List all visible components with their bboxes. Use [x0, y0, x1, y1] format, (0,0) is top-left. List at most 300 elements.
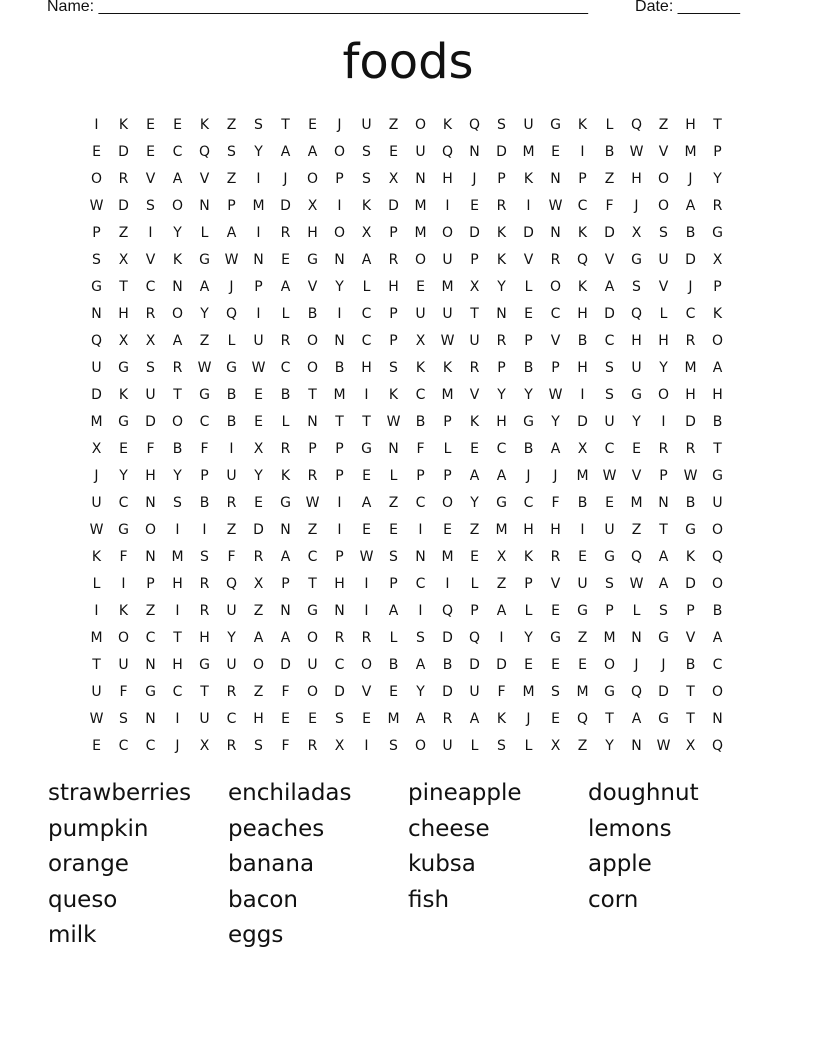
- grid-letter[interactable]: H: [631, 170, 642, 187]
- grid-letter[interactable]: R: [145, 305, 156, 322]
- grid-letter[interactable]: H: [118, 305, 129, 322]
- grid-letter[interactable]: C: [415, 494, 426, 511]
- grid-letter[interactable]: U: [631, 359, 642, 376]
- grid-letter[interactable]: A: [280, 278, 291, 295]
- grid-letter[interactable]: D: [334, 683, 345, 700]
- grid-letter[interactable]: I: [445, 197, 450, 214]
- grid-letter[interactable]: P: [470, 602, 479, 619]
- grid-letter[interactable]: N: [388, 440, 399, 457]
- grid-letter[interactable]: O: [171, 413, 184, 430]
- grid-letter[interactable]: W: [629, 575, 644, 592]
- grid-letter[interactable]: Q: [468, 116, 481, 133]
- grid-letter[interactable]: A: [361, 494, 372, 511]
- grid-letter[interactable]: R: [307, 737, 318, 754]
- grid-letter[interactable]: H: [577, 359, 588, 376]
- grid-letter[interactable]: F: [119, 548, 128, 565]
- grid-letter[interactable]: X: [199, 737, 210, 754]
- grid-letter[interactable]: G: [496, 494, 507, 511]
- grid-letter[interactable]: N: [199, 197, 210, 214]
- grid-letter[interactable]: Z: [577, 737, 588, 754]
- grid-letter[interactable]: U: [442, 305, 453, 322]
- grid-letter[interactable]: Y: [227, 629, 236, 646]
- grid-letter[interactable]: R: [685, 332, 696, 349]
- grid-letter[interactable]: G: [118, 521, 129, 538]
- grid-letter[interactable]: L: [281, 413, 290, 430]
- grid-letter[interactable]: C: [685, 305, 696, 322]
- grid-letter[interactable]: O: [549, 278, 562, 295]
- grid-letter[interactable]: V: [658, 143, 669, 160]
- grid-letter[interactable]: Y: [470, 494, 479, 511]
- grid-letter[interactable]: S: [200, 548, 209, 565]
- grid-letter[interactable]: T: [713, 116, 722, 133]
- grid-letter[interactable]: E: [524, 305, 533, 322]
- grid-letter[interactable]: V: [550, 575, 561, 592]
- grid-letter[interactable]: X: [415, 332, 426, 349]
- grid-letter[interactable]: P: [551, 359, 560, 376]
- grid-letter[interactable]: L: [227, 332, 236, 349]
- grid-letter[interactable]: Z: [577, 629, 588, 646]
- grid-letter[interactable]: Z: [604, 170, 615, 187]
- grid-letter[interactable]: S: [146, 359, 155, 376]
- grid-letter[interactable]: M: [414, 224, 427, 241]
- grid-letter[interactable]: K: [415, 359, 426, 376]
- grid-letter[interactable]: S: [173, 494, 182, 511]
- grid-letter[interactable]: K: [712, 305, 723, 322]
- grid-letter[interactable]: T: [173, 386, 182, 403]
- grid-letter[interactable]: E: [389, 683, 398, 700]
- grid-letter[interactable]: X: [712, 251, 723, 268]
- grid-letter[interactable]: O: [252, 656, 265, 673]
- grid-letter[interactable]: Q: [630, 683, 643, 700]
- grid-letter[interactable]: D: [118, 197, 129, 214]
- grid-letter[interactable]: M: [171, 548, 184, 565]
- grid-letter[interactable]: D: [469, 224, 480, 241]
- grid-letter[interactable]: K: [388, 386, 399, 403]
- grid-letter[interactable]: A: [469, 467, 480, 484]
- grid-letter[interactable]: C: [415, 386, 426, 403]
- grid-letter[interactable]: K: [280, 467, 291, 484]
- grid-letter[interactable]: S: [119, 710, 128, 727]
- grid-letter[interactable]: X: [550, 737, 561, 754]
- grid-letter[interactable]: D: [577, 413, 588, 430]
- grid-letter[interactable]: L: [524, 278, 533, 295]
- grid-letter[interactable]: K: [496, 251, 507, 268]
- grid-letter[interactable]: N: [253, 251, 264, 268]
- grid-letter[interactable]: R: [253, 548, 264, 565]
- grid-letter[interactable]: T: [335, 413, 344, 430]
- grid-letter[interactable]: Y: [497, 386, 506, 403]
- grid-letter[interactable]: M: [387, 710, 400, 727]
- grid-letter[interactable]: H: [199, 629, 210, 646]
- grid-letter[interactable]: B: [685, 224, 696, 241]
- grid-letter[interactable]: R: [172, 359, 183, 376]
- grid-letter[interactable]: E: [308, 116, 317, 133]
- grid-letter[interactable]: G: [631, 386, 642, 403]
- grid-letter[interactable]: N: [631, 629, 642, 646]
- grid-letter[interactable]: O: [414, 116, 427, 133]
- grid-letter[interactable]: D: [280, 197, 291, 214]
- grid-letter[interactable]: P: [389, 332, 398, 349]
- grid-letter[interactable]: F: [281, 737, 290, 754]
- grid-letter[interactable]: R: [307, 467, 318, 484]
- grid-letter[interactable]: J: [283, 170, 288, 187]
- grid-letter[interactable]: U: [361, 116, 372, 133]
- grid-letter[interactable]: O: [711, 683, 724, 700]
- grid-letter[interactable]: P: [92, 224, 101, 241]
- grid-letter[interactable]: H: [172, 575, 183, 592]
- grid-letter[interactable]: Z: [226, 116, 237, 133]
- grid-letter[interactable]: E: [362, 710, 371, 727]
- grid-letter[interactable]: S: [254, 737, 263, 754]
- grid-letter[interactable]: U: [469, 332, 480, 349]
- grid-letter[interactable]: P: [524, 575, 533, 592]
- grid-letter[interactable]: H: [685, 116, 696, 133]
- grid-letter[interactable]: S: [605, 386, 614, 403]
- grid-letter[interactable]: E: [524, 656, 533, 673]
- grid-letter[interactable]: L: [389, 629, 398, 646]
- grid-letter[interactable]: B: [226, 386, 237, 403]
- grid-letter[interactable]: Y: [713, 170, 722, 187]
- grid-letter[interactable]: C: [145, 737, 156, 754]
- grid-letter[interactable]: V: [631, 467, 642, 484]
- grid-letter[interactable]: Z: [226, 521, 237, 538]
- grid-letter[interactable]: X: [685, 737, 696, 754]
- grid-letter[interactable]: T: [470, 305, 479, 322]
- grid-letter[interactable]: X: [334, 737, 345, 754]
- grid-letter[interactable]: C: [145, 278, 156, 295]
- grid-letter[interactable]: E: [551, 143, 560, 160]
- grid-letter[interactable]: I: [499, 629, 504, 646]
- grid-letter[interactable]: F: [200, 440, 209, 457]
- grid-letter[interactable]: Z: [199, 332, 210, 349]
- grid-letter[interactable]: S: [362, 170, 371, 187]
- grid-letter[interactable]: V: [307, 278, 318, 295]
- grid-letter[interactable]: U: [145, 386, 156, 403]
- grid-letter[interactable]: U: [442, 251, 453, 268]
- grid-letter[interactable]: Y: [659, 359, 668, 376]
- grid-letter[interactable]: B: [442, 656, 453, 673]
- grid-letter[interactable]: R: [550, 548, 561, 565]
- grid-letter[interactable]: W: [629, 143, 644, 160]
- grid-letter[interactable]: K: [172, 251, 183, 268]
- grid-letter[interactable]: W: [548, 197, 563, 214]
- grid-letter[interactable]: Q: [441, 602, 454, 619]
- grid-letter[interactable]: R: [199, 602, 210, 619]
- grid-letter[interactable]: W: [89, 710, 104, 727]
- grid-letter[interactable]: R: [199, 575, 210, 592]
- grid-letter[interactable]: A: [226, 224, 237, 241]
- grid-letter[interactable]: L: [200, 224, 209, 241]
- grid-letter[interactable]: E: [389, 143, 398, 160]
- grid-letter[interactable]: S: [389, 548, 398, 565]
- grid-letter[interactable]: C: [496, 440, 507, 457]
- grid-letter[interactable]: L: [443, 440, 452, 457]
- grid-letter[interactable]: Q: [225, 575, 238, 592]
- grid-letter[interactable]: O: [171, 305, 184, 322]
- grid-letter[interactable]: K: [577, 224, 588, 241]
- grid-letter[interactable]: I: [580, 386, 585, 403]
- grid-letter[interactable]: O: [711, 521, 724, 538]
- grid-letter[interactable]: U: [469, 683, 480, 700]
- grid-letter[interactable]: Z: [118, 224, 129, 241]
- grid-letter[interactable]: C: [604, 440, 615, 457]
- grid-letter[interactable]: M: [522, 143, 535, 160]
- grid-letter[interactable]: Z: [253, 602, 264, 619]
- grid-letter[interactable]: O: [306, 629, 319, 646]
- grid-letter[interactable]: R: [118, 170, 129, 187]
- grid-letter[interactable]: E: [470, 548, 479, 565]
- grid-letter[interactable]: I: [418, 521, 423, 538]
- grid-letter[interactable]: C: [523, 494, 534, 511]
- grid-letter[interactable]: R: [334, 629, 345, 646]
- grid-letter[interactable]: L: [524, 737, 533, 754]
- grid-letter[interactable]: R: [280, 332, 291, 349]
- grid-letter[interactable]: R: [361, 629, 372, 646]
- grid-letter[interactable]: E: [92, 737, 101, 754]
- grid-letter[interactable]: K: [91, 548, 102, 565]
- grid-letter[interactable]: A: [172, 170, 183, 187]
- grid-letter[interactable]: C: [577, 197, 588, 214]
- grid-letter[interactable]: W: [89, 197, 104, 214]
- grid-letter[interactable]: H: [712, 386, 723, 403]
- grid-letter[interactable]: N: [469, 143, 480, 160]
- grid-letter[interactable]: H: [361, 359, 372, 376]
- grid-letter[interactable]: V: [658, 278, 669, 295]
- grid-letter[interactable]: Z: [253, 683, 264, 700]
- grid-letter[interactable]: N: [145, 656, 156, 673]
- grid-letter[interactable]: R: [226, 683, 237, 700]
- name-field-label[interactable]: Name: _______________________________________________________: [47, 0, 588, 15]
- grid-letter[interactable]: C: [361, 305, 372, 322]
- grid-letter[interactable]: I: [364, 575, 369, 592]
- grid-letter[interactable]: C: [118, 494, 129, 511]
- grid-letter[interactable]: K: [199, 116, 210, 133]
- grid-letter[interactable]: J: [688, 278, 693, 295]
- grid-letter[interactable]: S: [497, 737, 506, 754]
- grid-letter[interactable]: M: [441, 278, 454, 295]
- grid-letter[interactable]: P: [578, 170, 587, 187]
- grid-letter[interactable]: B: [199, 494, 210, 511]
- grid-letter[interactable]: H: [307, 224, 318, 241]
- grid-letter[interactable]: B: [712, 602, 723, 619]
- grid-letter[interactable]: F: [227, 548, 236, 565]
- grid-letter[interactable]: M: [522, 683, 535, 700]
- grid-letter[interactable]: T: [713, 440, 722, 457]
- grid-letter[interactable]: N: [334, 251, 345, 268]
- grid-letter[interactable]: P: [227, 197, 236, 214]
- grid-letter[interactable]: I: [337, 494, 342, 511]
- grid-letter[interactable]: R: [685, 440, 696, 457]
- grid-letter[interactable]: Q: [576, 710, 589, 727]
- grid-letter[interactable]: T: [173, 629, 182, 646]
- grid-letter[interactable]: K: [685, 548, 696, 565]
- grid-letter[interactable]: S: [659, 224, 668, 241]
- grid-letter[interactable]: Z: [469, 521, 480, 538]
- grid-letter[interactable]: P: [308, 440, 317, 457]
- grid-letter[interactable]: A: [415, 656, 426, 673]
- grid-letter[interactable]: J: [337, 116, 342, 133]
- grid-letter[interactable]: M: [576, 467, 589, 484]
- grid-letter[interactable]: K: [577, 116, 588, 133]
- grid-letter[interactable]: Q: [198, 143, 211, 160]
- grid-letter[interactable]: H: [550, 521, 561, 538]
- grid-letter[interactable]: P: [200, 467, 209, 484]
- grid-letter[interactable]: H: [253, 710, 264, 727]
- grid-letter[interactable]: M: [684, 359, 697, 376]
- grid-letter[interactable]: Z: [388, 116, 399, 133]
- grid-letter[interactable]: G: [604, 548, 615, 565]
- grid-letter[interactable]: R: [280, 440, 291, 457]
- grid-letter[interactable]: E: [605, 494, 614, 511]
- grid-letter[interactable]: X: [307, 197, 318, 214]
- grid-letter[interactable]: H: [631, 332, 642, 349]
- grid-letter[interactable]: N: [712, 710, 723, 727]
- grid-letter[interactable]: O: [171, 197, 184, 214]
- grid-letter[interactable]: Y: [524, 386, 533, 403]
- grid-letter[interactable]: Q: [576, 251, 589, 268]
- grid-letter[interactable]: B: [334, 359, 345, 376]
- grid-letter[interactable]: W: [602, 467, 617, 484]
- grid-letter[interactable]: X: [253, 440, 264, 457]
- grid-letter[interactable]: S: [362, 143, 371, 160]
- grid-letter[interactable]: I: [580, 521, 585, 538]
- grid-letter[interactable]: L: [470, 575, 479, 592]
- grid-letter[interactable]: J: [634, 656, 639, 673]
- grid-letter[interactable]: P: [686, 602, 695, 619]
- grid-letter[interactable]: O: [144, 521, 157, 538]
- grid-letter[interactable]: N: [145, 710, 156, 727]
- grid-letter[interactable]: O: [657, 197, 670, 214]
- grid-letter[interactable]: J: [526, 467, 531, 484]
- grid-letter[interactable]: C: [145, 629, 156, 646]
- grid-letter[interactable]: R: [442, 710, 453, 727]
- grid-letter[interactable]: Q: [711, 548, 724, 565]
- grid-letter[interactable]: A: [199, 278, 210, 295]
- grid-letter[interactable]: E: [146, 143, 155, 160]
- grid-letter[interactable]: K: [496, 710, 507, 727]
- grid-letter[interactable]: B: [172, 440, 183, 457]
- grid-letter[interactable]: W: [359, 548, 374, 565]
- grid-letter[interactable]: B: [604, 143, 615, 160]
- grid-letter[interactable]: S: [551, 683, 560, 700]
- grid-letter[interactable]: P: [335, 467, 344, 484]
- grid-letter[interactable]: C: [172, 683, 183, 700]
- grid-letter[interactable]: V: [145, 170, 156, 187]
- grid-letter[interactable]: F: [605, 197, 614, 214]
- grid-letter[interactable]: Y: [416, 683, 425, 700]
- grid-letter[interactable]: I: [94, 602, 99, 619]
- grid-letter[interactable]: E: [362, 467, 371, 484]
- grid-letter[interactable]: U: [91, 359, 102, 376]
- grid-letter[interactable]: O: [414, 737, 427, 754]
- grid-letter[interactable]: A: [496, 467, 507, 484]
- grid-letter[interactable]: P: [389, 575, 398, 592]
- grid-letter[interactable]: H: [658, 332, 669, 349]
- grid-letter[interactable]: T: [200, 683, 209, 700]
- grid-letter[interactable]: T: [362, 413, 371, 430]
- grid-letter[interactable]: G: [712, 467, 723, 484]
- grid-letter[interactable]: J: [175, 737, 180, 754]
- grid-letter[interactable]: I: [256, 305, 261, 322]
- grid-letter[interactable]: M: [684, 143, 697, 160]
- grid-letter[interactable]: G: [199, 386, 210, 403]
- grid-letter[interactable]: U: [577, 575, 588, 592]
- grid-letter[interactable]: R: [496, 197, 507, 214]
- grid-letter[interactable]: D: [253, 521, 264, 538]
- grid-letter[interactable]: P: [443, 467, 452, 484]
- grid-letter[interactable]: Z: [307, 521, 318, 538]
- grid-letter[interactable]: M: [576, 683, 589, 700]
- grid-letter[interactable]: G: [199, 251, 210, 268]
- grid-letter[interactable]: B: [388, 656, 399, 673]
- grid-letter[interactable]: V: [685, 629, 696, 646]
- grid-letter[interactable]: U: [604, 413, 615, 430]
- grid-letter[interactable]: S: [605, 575, 614, 592]
- grid-letter[interactable]: R: [388, 251, 399, 268]
- grid-letter[interactable]: J: [688, 170, 693, 187]
- grid-letter[interactable]: N: [658, 494, 669, 511]
- grid-letter[interactable]: O: [711, 332, 724, 349]
- grid-letter[interactable]: T: [605, 710, 614, 727]
- grid-letter[interactable]: C: [172, 143, 183, 160]
- grid-letter[interactable]: P: [713, 143, 722, 160]
- grid-letter[interactable]: U: [415, 305, 426, 322]
- grid-letter[interactable]: U: [118, 656, 129, 673]
- grid-letter[interactable]: U: [307, 656, 318, 673]
- grid-letter[interactable]: U: [253, 332, 264, 349]
- grid-letter[interactable]: N: [550, 224, 561, 241]
- grid-letter[interactable]: V: [604, 251, 615, 268]
- grid-letter[interactable]: Y: [119, 467, 128, 484]
- grid-letter[interactable]: P: [146, 575, 155, 592]
- grid-letter[interactable]: P: [659, 467, 668, 484]
- grid-letter[interactable]: M: [441, 548, 454, 565]
- grid-letter[interactable]: I: [175, 521, 180, 538]
- grid-letter[interactable]: C: [280, 359, 291, 376]
- grid-letter[interactable]: L: [281, 305, 290, 322]
- grid-letter[interactable]: B: [685, 656, 696, 673]
- grid-letter[interactable]: E: [281, 710, 290, 727]
- grid-letter[interactable]: E: [119, 440, 128, 457]
- grid-letter[interactable]: O: [306, 332, 319, 349]
- grid-letter[interactable]: A: [496, 602, 507, 619]
- grid-letter[interactable]: Q: [90, 332, 103, 349]
- grid-letter[interactable]: X: [118, 251, 129, 268]
- grid-letter[interactable]: O: [333, 143, 346, 160]
- grid-letter[interactable]: J: [634, 197, 639, 214]
- grid-letter[interactable]: D: [523, 224, 534, 241]
- grid-letter[interactable]: A: [604, 278, 615, 295]
- grid-letter[interactable]: D: [685, 575, 696, 592]
- grid-letter[interactable]: K: [577, 278, 588, 295]
- grid-letter[interactable]: U: [91, 683, 102, 700]
- grid-letter[interactable]: D: [685, 413, 696, 430]
- grid-letter[interactable]: B: [280, 386, 291, 403]
- grid-letter[interactable]: Y: [173, 224, 182, 241]
- grid-letter[interactable]: P: [335, 440, 344, 457]
- grid-letter[interactable]: Z: [388, 494, 399, 511]
- grid-letter[interactable]: P: [254, 278, 263, 295]
- grid-letter[interactable]: G: [226, 359, 237, 376]
- grid-letter[interactable]: S: [416, 629, 425, 646]
- grid-letter[interactable]: K: [469, 413, 480, 430]
- grid-letter[interactable]: O: [333, 224, 346, 241]
- grid-letter[interactable]: U: [226, 467, 237, 484]
- grid-letter[interactable]: T: [281, 116, 290, 133]
- grid-letter[interactable]: W: [656, 737, 671, 754]
- grid-letter[interactable]: T: [659, 521, 668, 538]
- grid-letter[interactable]: H: [523, 521, 534, 538]
